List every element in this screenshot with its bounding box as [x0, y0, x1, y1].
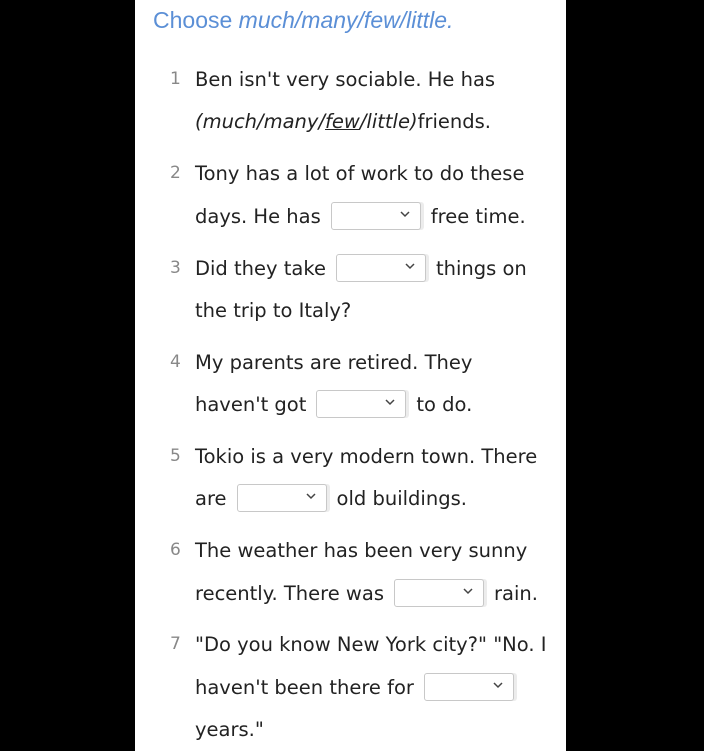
chevron-down-icon [463, 586, 473, 596]
chevron-down-icon [493, 680, 503, 690]
exercise-panel [135, 0, 566, 751]
chevron-down-icon [400, 209, 410, 219]
question-line: Did they take things on [195, 253, 527, 283]
question-number: 3 [170, 258, 181, 278]
question-text: The weather has been very sunny [195, 538, 528, 562]
answer-dropdown[interactable] [316, 390, 406, 418]
chevron-down-icon [385, 397, 395, 407]
question-text: years." [195, 717, 264, 741]
answer-dropdown[interactable] [336, 254, 426, 282]
question-number: 7 [170, 634, 181, 654]
chevron-down-icon [306, 491, 316, 501]
question-line: are old buildings. [195, 483, 467, 513]
question-line: haven't been there for [195, 672, 524, 702]
answer-dropdown[interactable] [394, 579, 484, 607]
question-number: 4 [170, 352, 181, 372]
question-number: 5 [170, 446, 181, 466]
question-text: Tokio is a very modern town. There [195, 444, 538, 468]
question-line: days. He has free time. [195, 201, 526, 231]
question-text: Tony has a lot of work to do these [195, 161, 525, 185]
question-number: 6 [170, 540, 181, 560]
answer-dropdown[interactable] [237, 484, 327, 512]
question-number: 2 [170, 163, 181, 183]
chevron-down-icon [405, 261, 415, 271]
question-line: recently. There was rain. [195, 578, 538, 608]
exercise-title: Choose much/many/few/little. [153, 7, 454, 33]
answer-dropdown[interactable] [424, 673, 514, 701]
question-number: 1 [170, 69, 181, 89]
question-text: the trip to Italy? [195, 298, 352, 322]
answer-dropdown[interactable] [331, 202, 421, 230]
question-text: Ben isn't very sociable. He has [195, 67, 496, 91]
example-answer-line: (much/many/ few /little) friends. [195, 109, 491, 133]
question-line: haven't got to do. [195, 389, 472, 419]
question-text: "Do you know New York city?" "No. I [195, 632, 547, 656]
question-text: My parents are retired. They [195, 350, 473, 374]
